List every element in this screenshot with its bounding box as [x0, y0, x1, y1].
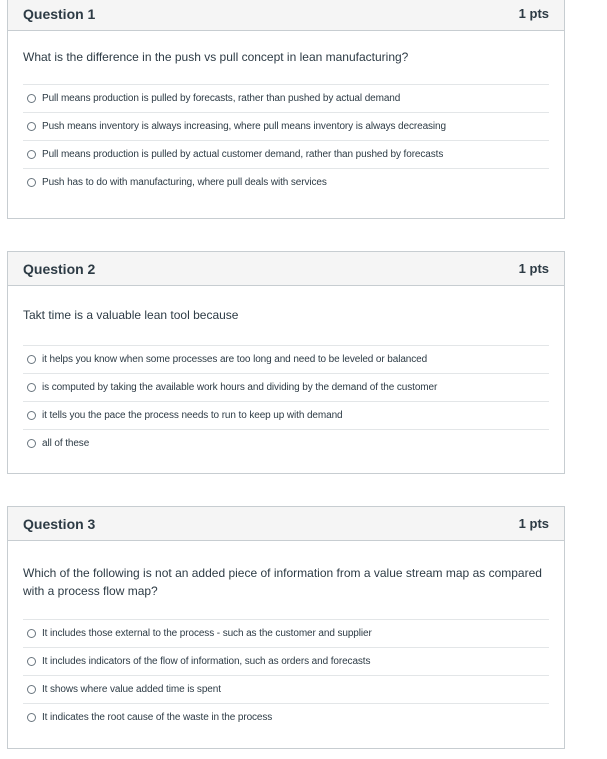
answer-option[interactable]	[23, 619, 549, 647]
answer-label: all of these	[42, 438, 90, 449]
question-points: 1 pts	[518, 261, 549, 276]
answer-option[interactable]	[23, 675, 549, 703]
radio-button[interactable]	[27, 411, 36, 420]
answer-list	[23, 84, 549, 196]
answer-label: It shows where value added time is spent	[42, 684, 221, 695]
answer-list	[23, 619, 549, 731]
question-points: 1 pts	[518, 516, 549, 531]
radio-button[interactable]	[27, 150, 36, 159]
radio-button[interactable]	[27, 178, 36, 187]
answer-label: Pull means production is pulled by forecasts, rather than pushed by actual demand	[42, 93, 401, 104]
question-title: Question 3	[23, 515, 96, 532]
answer-label: it tells you the pace the process needs to run to keep up with demand	[42, 410, 343, 421]
answer-option[interactable]	[23, 429, 549, 457]
answer-option[interactable]	[23, 84, 549, 112]
question-text: Which of the following is not an added piece of information from a value stream map as compared with a process flow map?	[23, 566, 542, 598]
radio-button[interactable]	[27, 657, 36, 666]
answer-label: Push has to do with manufacturing, where pull deals with services	[42, 177, 327, 188]
answer-label: it helps you know when some processes are too long and need to be leveled or balanced	[42, 354, 428, 365]
question-header	[8, 507, 564, 541]
question-2	[7, 251, 565, 474]
question-1	[7, 0, 565, 219]
answer-option[interactable]	[23, 401, 549, 429]
question-header	[8, 252, 564, 286]
radio-button[interactable]	[27, 685, 36, 694]
radio-button[interactable]	[27, 122, 36, 131]
answer-option[interactable]	[23, 703, 549, 731]
radio-button[interactable]	[27, 355, 36, 364]
answer-label: It indicates the root cause of the waste in the process	[42, 712, 273, 723]
question-3	[7, 506, 565, 749]
radio-button[interactable]	[27, 439, 36, 448]
question-title: Question 2	[23, 260, 96, 277]
radio-button[interactable]	[27, 629, 36, 638]
answer-option[interactable]	[23, 140, 549, 168]
answer-option[interactable]	[23, 647, 549, 675]
answer-label: Push means inventory is always increasing, where pull means inventory is always decreasing	[42, 121, 446, 132]
question-text: Takt time is a valuable lean tool because	[23, 308, 239, 322]
radio-button[interactable]	[27, 94, 36, 103]
answer-label: It includes those external to the process - such as the customer and supplier	[42, 628, 372, 639]
answer-list	[23, 345, 549, 457]
answer-option[interactable]	[23, 373, 549, 401]
answer-label: is computed by taking the available work hours and dividing by the demand of the customer	[42, 382, 438, 393]
answer-option[interactable]	[23, 345, 549, 373]
answer-option[interactable]	[23, 112, 549, 140]
question-title: Question 1	[23, 5, 96, 22]
answer-option[interactable]	[23, 168, 549, 196]
answer-label: It includes indicators of the flow of information, such as orders and forecasts	[42, 656, 371, 667]
radio-button[interactable]	[27, 383, 36, 392]
answer-label: Pull means production is pulled by actual customer demand, rather than pushed by forecasts	[42, 149, 444, 160]
question-text: What is the difference in the push vs pull concept in lean manufacturing?	[23, 50, 409, 64]
question-header	[8, 0, 564, 31]
radio-button[interactable]	[27, 713, 36, 722]
question-points: 1 pts	[518, 6, 549, 21]
